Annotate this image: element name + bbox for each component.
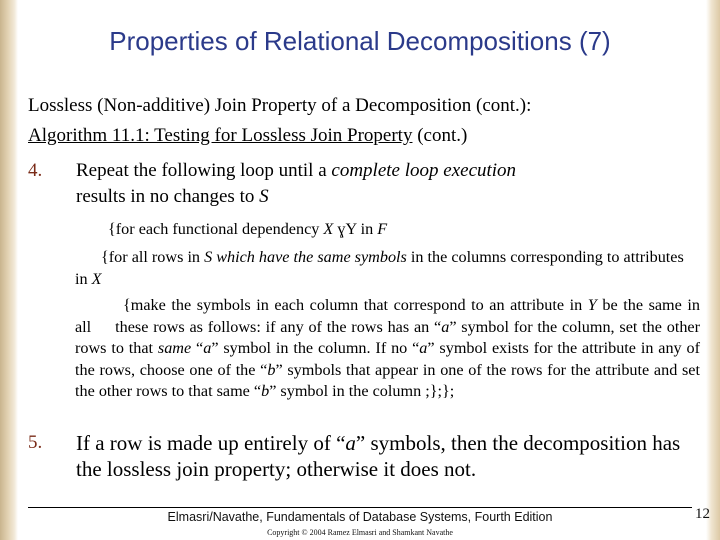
copyright-text: Copyright © 2004 Ramez Elmasri and Shamkant Navathe — [267, 528, 453, 537]
loop-fd-line: {for each functional dependency X ɣY in F — [108, 220, 388, 238]
item-5-paragraph: If a row is made up entirely of “a” symbols, then the decomposition has the lossless join property; otherwise it does not. — [76, 431, 681, 481]
sand-texture-right — [706, 0, 720, 540]
heading-line: Lossless (Non-additive) Join Property of a Decomposition (cont.): — [28, 95, 532, 116]
loop-make-paragraph: {make the symbols in each column that correspond to an attribute in Y be the same in all these rows as follows: if any of the rows has an “a” symbol for the column, set the other rows to that same “a” symbol in the column. If no “a” symbol exists for the attribute in any of the rows, choose one of the “b” symbols that appear in one of the rows for the attribute and set the other rows to that same “b” symbol in the column ;};}; — [75, 296, 701, 400]
slide-title: Properties of Relational Decompositions (7) — [109, 26, 611, 56]
footer-text: Elmasri/Navathe, Fundamentals of Database Systems, Fourth Edition — [167, 510, 553, 524]
algorithm-cont: (cont.) — [412, 125, 468, 146]
footer-divider — [28, 507, 692, 508]
item-5-number: 5. — [28, 432, 43, 453]
algorithm-title: Algorithm 11.1: Testing for Lossless Join Property — [28, 125, 413, 146]
loop-rows-paragraph: {for all rows in S which have the same symbols in the columns corresponding to attributes in X — [75, 248, 684, 288]
algorithm-line — [28, 125, 467, 147]
item-4-line-2: results in no changes to S — [76, 186, 269, 207]
sand-texture-left — [0, 0, 18, 540]
page-number: 12 — [695, 506, 710, 522]
item-4-number: 4. — [28, 160, 43, 181]
item-4-line-1: Repeat the following loop until a complete loop execution — [76, 160, 517, 181]
